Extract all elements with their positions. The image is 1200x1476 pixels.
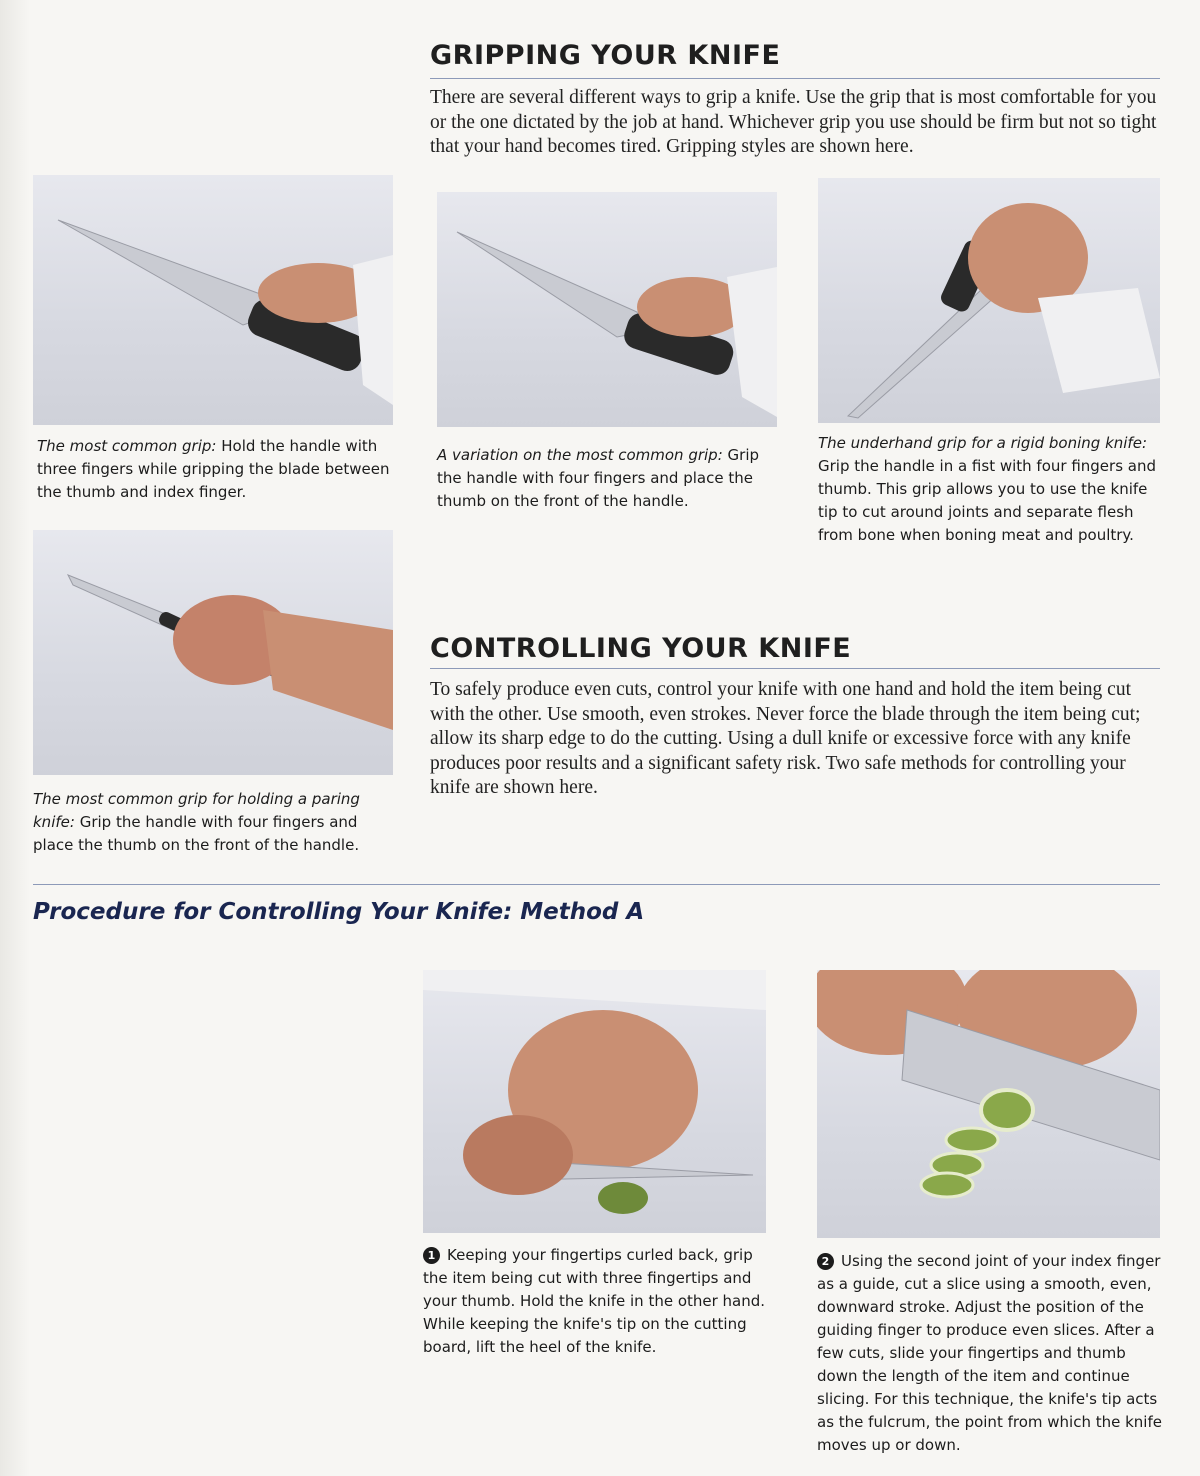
controlling-title: CONTROLLING YOUR KNIFE bbox=[430, 633, 852, 664]
photo-paring-grip bbox=[33, 530, 393, 775]
caption-variation-grip: A variation on the most common grip: Grip the handle with four fingers and place the thumb on the front of the handle. bbox=[437, 446, 760, 510]
page-gutter bbox=[0, 0, 30, 1476]
photo-underhand-grip bbox=[818, 178, 1160, 423]
gripping-title: GRIPPING YOUR KNIFE bbox=[430, 40, 781, 71]
controlling-title-rule bbox=[430, 668, 1160, 669]
paring-knife-illustration bbox=[33, 530, 393, 775]
photo-step-1 bbox=[423, 970, 766, 1233]
step-1-text: 1 Keeping your fingertips curled back, grip the item being cut with three fingertips and your thumb. Hold the knife in the other hand. While keeping the knife's tip on the cutting board, lift the heel of the knife. bbox=[423, 1246, 766, 1356]
boning-knife-illustration bbox=[818, 178, 1160, 423]
knife-variation-illustration bbox=[437, 192, 777, 427]
procedure-rule bbox=[33, 884, 1160, 885]
knife-grip-illustration bbox=[33, 175, 393, 425]
gripping-title-rule bbox=[430, 78, 1160, 79]
procedure-title: Procedure for Controlling Your Knife: Method A bbox=[33, 899, 645, 925]
photo-common-grip bbox=[33, 175, 393, 425]
gripping-intro: There are several different ways to grip a knife. Use the grip that is most comfortable for you or the one dictated by the job at hand. Whichever grip you use should be firm but not so tight that your hand becomes tired. Gripping styles are shown here. bbox=[430, 87, 1157, 157]
caption-paring-grip: The most common grip for holding a paring knife: Grip the handle with four fingers and place the thumb on the front of the handle. bbox=[33, 790, 360, 854]
step2-illustration bbox=[817, 970, 1160, 1238]
step-1-number: 1 bbox=[423, 1247, 440, 1264]
photo-step-2 bbox=[817, 970, 1160, 1238]
photo-variation-grip bbox=[437, 192, 777, 427]
caption-common-grip: The most common grip: Hold the handle with three fingers while gripping the blade between the thumb and index finger. bbox=[37, 437, 390, 501]
step-2-number: 2 bbox=[817, 1253, 834, 1270]
step-2-text: 2 Using the second joint of your index finger as a guide, cut a slice using a smooth, even, downward stroke. Adjust the position of the guiding finger to produce even slices. After a few cuts, slide your fingertips and thumb down the length of the item and continue slicing. For this technique, the knife's tip acts as the fulcrum, the point from which the knife moves up or down. bbox=[817, 1252, 1162, 1454]
step1-illustration bbox=[423, 970, 766, 1233]
caption-underhand-grip: The underhand grip for a rigid boning knife: Grip the handle in a fist with four fingers and thumb. This grip allows you to use the knife tip to cut around joints and separate flesh from bone when boning meat and poultry. bbox=[818, 434, 1157, 544]
controlling-intro: To safely produce even cuts, control your knife with one hand and hold the item being cut with the other. Use smooth, even strokes. Never force the blade through the item being cut; allow its sharp edge to do the cutting. Using a dull knife or excessive force with any knife produces poor results and a significant safety risk. Two safe methods for controlling your knife are shown here. bbox=[430, 679, 1141, 798]
